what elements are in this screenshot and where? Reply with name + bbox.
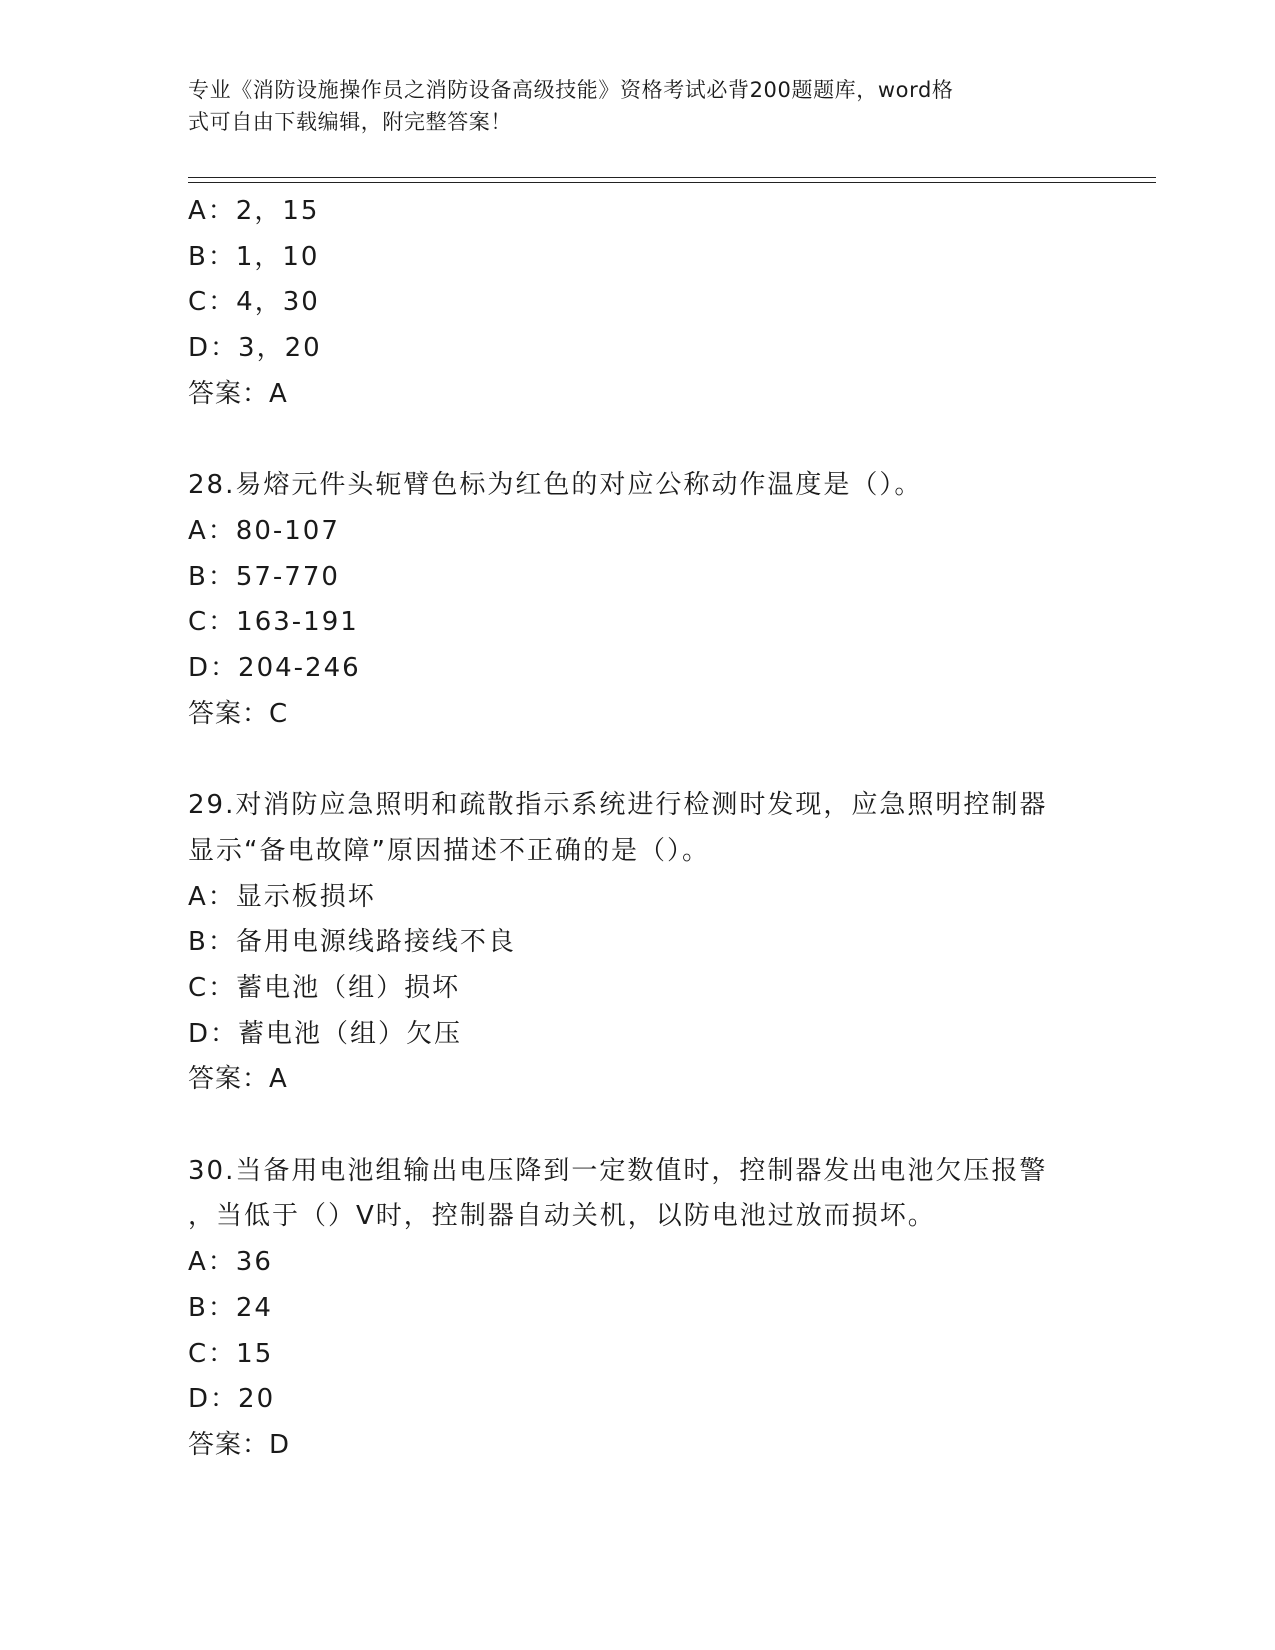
header-line-1: 专业《消防设施操作员之消防设备高级技能》资格考试必背200题题库，word格 (188, 78, 954, 102)
question-block-27 (188, 189, 1148, 418)
option-b: B：1，10 (188, 241, 320, 272)
header-line-2: 式可自由下载编辑，附完整答案！ (188, 110, 512, 134)
block-spacer (188, 1103, 1148, 1149)
question-text: 28.易熔元件头轭臂色标为红色的对应公称动作温度是（）。 (188, 470, 923, 501)
question-text-line-2: ，当低于（）V时，控制器自动关机，以防电池过放而损坏。 (188, 1201, 936, 1232)
question-block-30 (188, 1149, 1148, 1469)
option-a: A：80-107 (188, 515, 340, 546)
option-c: C：蓄电池（组）损坏 (188, 972, 461, 1003)
question-block-28 (188, 463, 1148, 737)
option-d: D：204-246 (188, 653, 361, 684)
option-b: B：备用电源线路接线不良 (188, 927, 516, 958)
block-spacer (188, 737, 1148, 783)
option-a: A：36 (188, 1247, 273, 1278)
question-block-29 (188, 783, 1148, 1103)
option-d: D：蓄电池（组）欠压 (188, 1018, 463, 1049)
block-spacer (188, 418, 1148, 464)
answer-line: 答案：C (188, 698, 289, 729)
option-d: D：20 (188, 1384, 276, 1415)
option-c: C：4，30 (188, 287, 320, 318)
option-a: A：2，15 (188, 196, 320, 226)
question-text-line-1: 29.对消防应急照明和疏散指示系统进行检测时发现，应急照明控制器 (188, 790, 1048, 821)
option-b: B：24 (188, 1292, 273, 1323)
option-d: D：3，20 (188, 333, 322, 364)
option-c: C：163-191 (188, 607, 359, 638)
header-rule-top (188, 177, 1156, 178)
question-text-line-1: 30.当备用电池组输出电压降到一定数值时，控制器发出电池欠压报警 (188, 1155, 1048, 1186)
question-list (188, 189, 1148, 1469)
option-c: C：15 (188, 1338, 274, 1369)
answer-line: 答案：A (188, 378, 288, 409)
option-b: B：57-770 (188, 561, 340, 592)
document-header (188, 74, 1078, 138)
answer-line: 答案：D (188, 1429, 291, 1460)
header-rule-bottom (188, 182, 1156, 183)
option-a: A：显示板损坏 (188, 881, 376, 912)
question-text-line-2: 显示“备电故障”原因描述不正确的是（）。 (188, 835, 710, 866)
answer-line: 答案：A (188, 1064, 288, 1095)
